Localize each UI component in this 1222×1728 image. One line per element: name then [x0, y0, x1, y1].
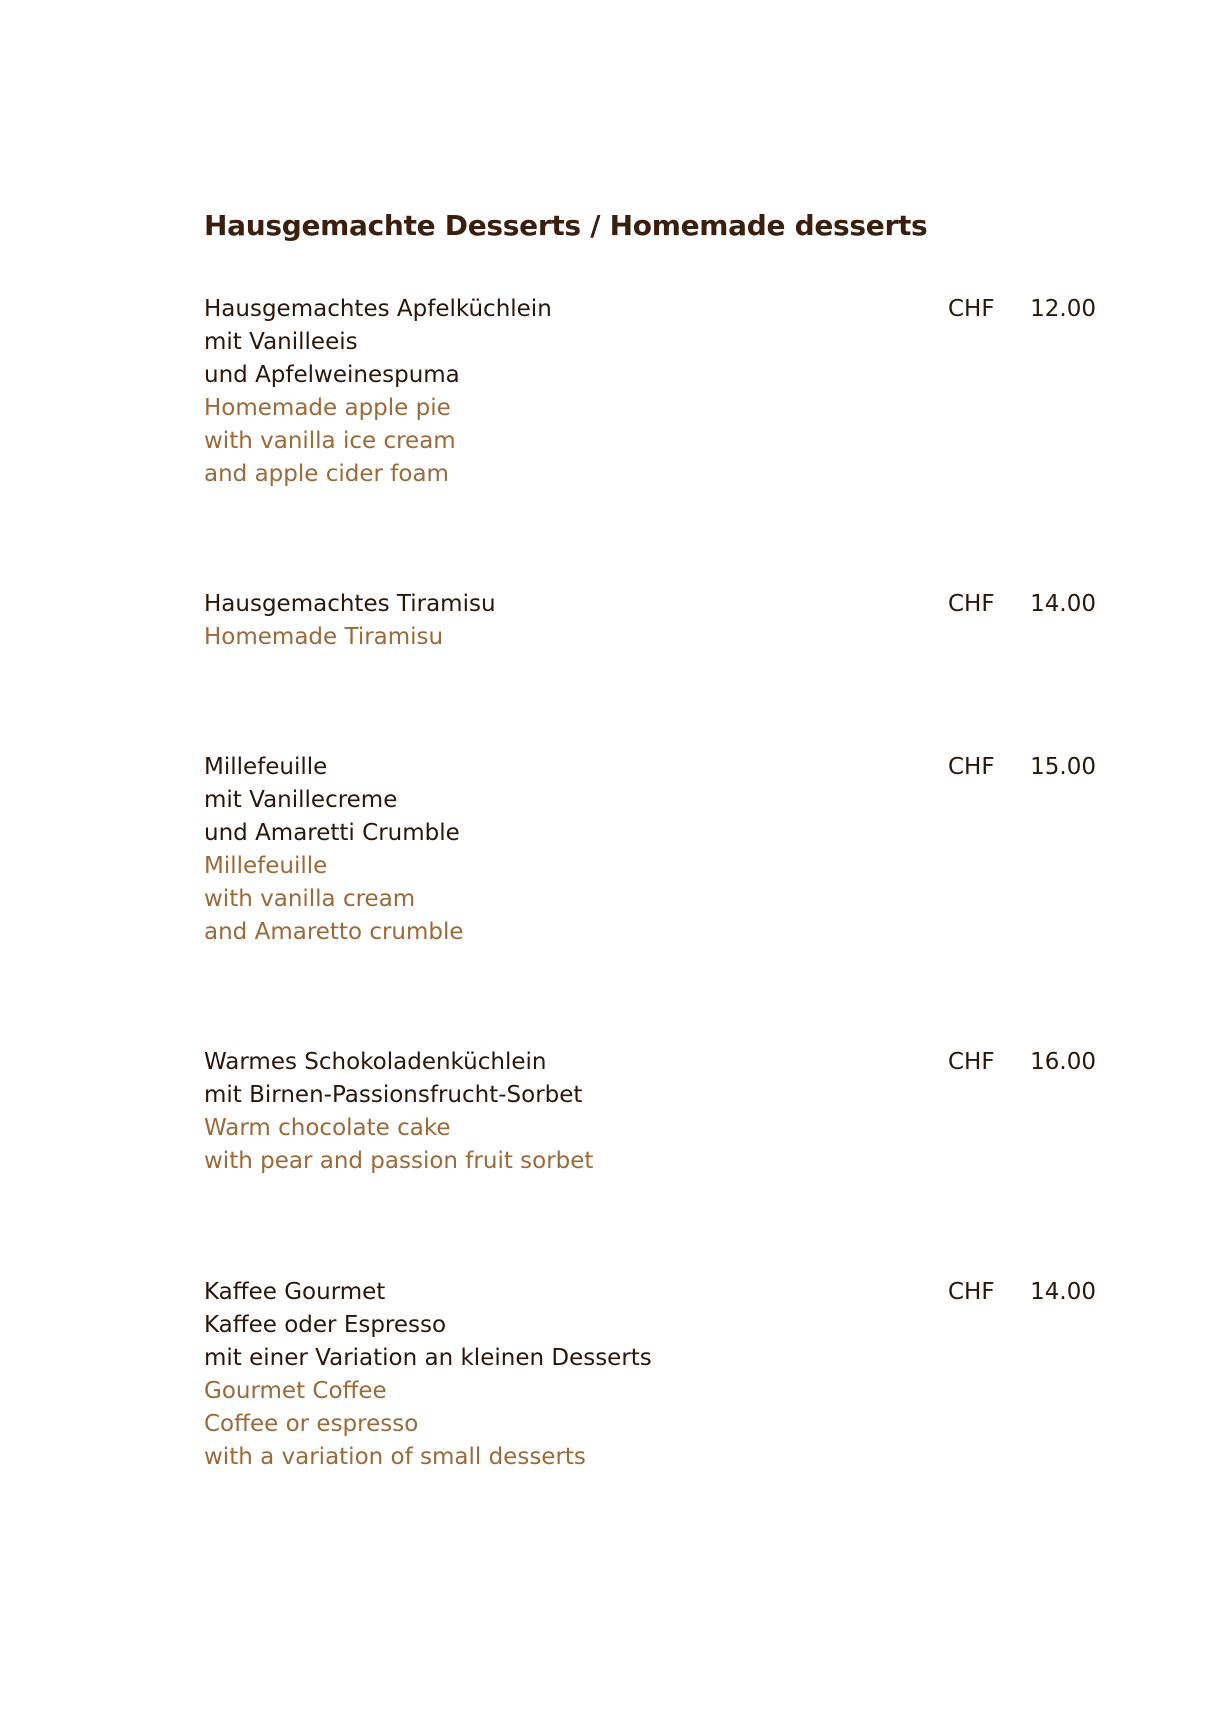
english-line: with pear and passion fruit sorbet — [204, 1148, 594, 1174]
english-line: and Amaretto crumble — [204, 919, 464, 945]
german-line: mit einer Variation an kleinen Desserts — [204, 1345, 652, 1371]
currency-label: CHF — [948, 1049, 995, 1075]
currency-label: CHF — [948, 1279, 995, 1305]
german-line: Warmes Schokoladenküchlein — [204, 1049, 547, 1075]
german-line: mit Vanillecreme — [204, 787, 398, 813]
german-line: mit Vanilleeis — [204, 329, 358, 355]
english-line: Millefeuille — [204, 853, 328, 879]
english-line: with vanilla ice cream — [204, 428, 456, 454]
german-line: Hausgemachtes Apfelküchlein — [204, 296, 552, 322]
menu-item-description — [204, 1276, 924, 1474]
english-line: Warm chocolate cake — [204, 1115, 451, 1141]
english-line: Coffee or espresso — [204, 1411, 419, 1437]
english-line: Homemade Tiramisu — [204, 624, 444, 650]
price-value: 16.00 — [1030, 1049, 1096, 1075]
menu-item-description — [204, 293, 924, 491]
german-line: Millefeuille — [204, 754, 328, 780]
english-line: and apple cider foam — [204, 461, 449, 487]
menu-item-chocolate-cake — [204, 1046, 1104, 1178]
menu-item-tiramisu — [204, 588, 1104, 654]
menu-item-gourmet-coffee — [204, 1276, 1104, 1474]
english-line: Gourmet Coffee — [204, 1378, 387, 1404]
price-value: 14.00 — [1030, 591, 1096, 617]
english-line: Homemade apple pie — [204, 395, 451, 421]
price-value: 14.00 — [1030, 1279, 1096, 1305]
price-value: 15.00 — [1030, 754, 1096, 780]
german-line: und Amaretti Crumble — [204, 820, 460, 846]
currency-label: CHF — [948, 754, 995, 780]
price-value: 12.00 — [1030, 296, 1096, 322]
german-line: und Apfelweinespuma — [204, 362, 460, 388]
german-line: Kaffee Gourmet — [204, 1279, 386, 1305]
menu-item-description — [204, 751, 924, 949]
english-line: with vanilla cream — [204, 886, 416, 912]
german-line: mit Birnen-Passionsfrucht-Sorbet — [204, 1082, 583, 1108]
english-line: with a variation of small desserts — [204, 1444, 586, 1470]
menu-item-description — [204, 1046, 924, 1178]
menu-title: Hausgemachte Desserts / Homemade desserts — [204, 209, 928, 242]
currency-label: CHF — [948, 591, 995, 617]
menu-item-description — [204, 588, 924, 654]
german-line: Hausgemachtes Tiramisu — [204, 591, 496, 617]
menu-item-apple-pie — [204, 293, 1104, 491]
menu-item-millefeuille — [204, 751, 1104, 949]
currency-label: CHF — [948, 296, 995, 322]
german-line: Kaffee oder Espresso — [204, 1312, 447, 1338]
